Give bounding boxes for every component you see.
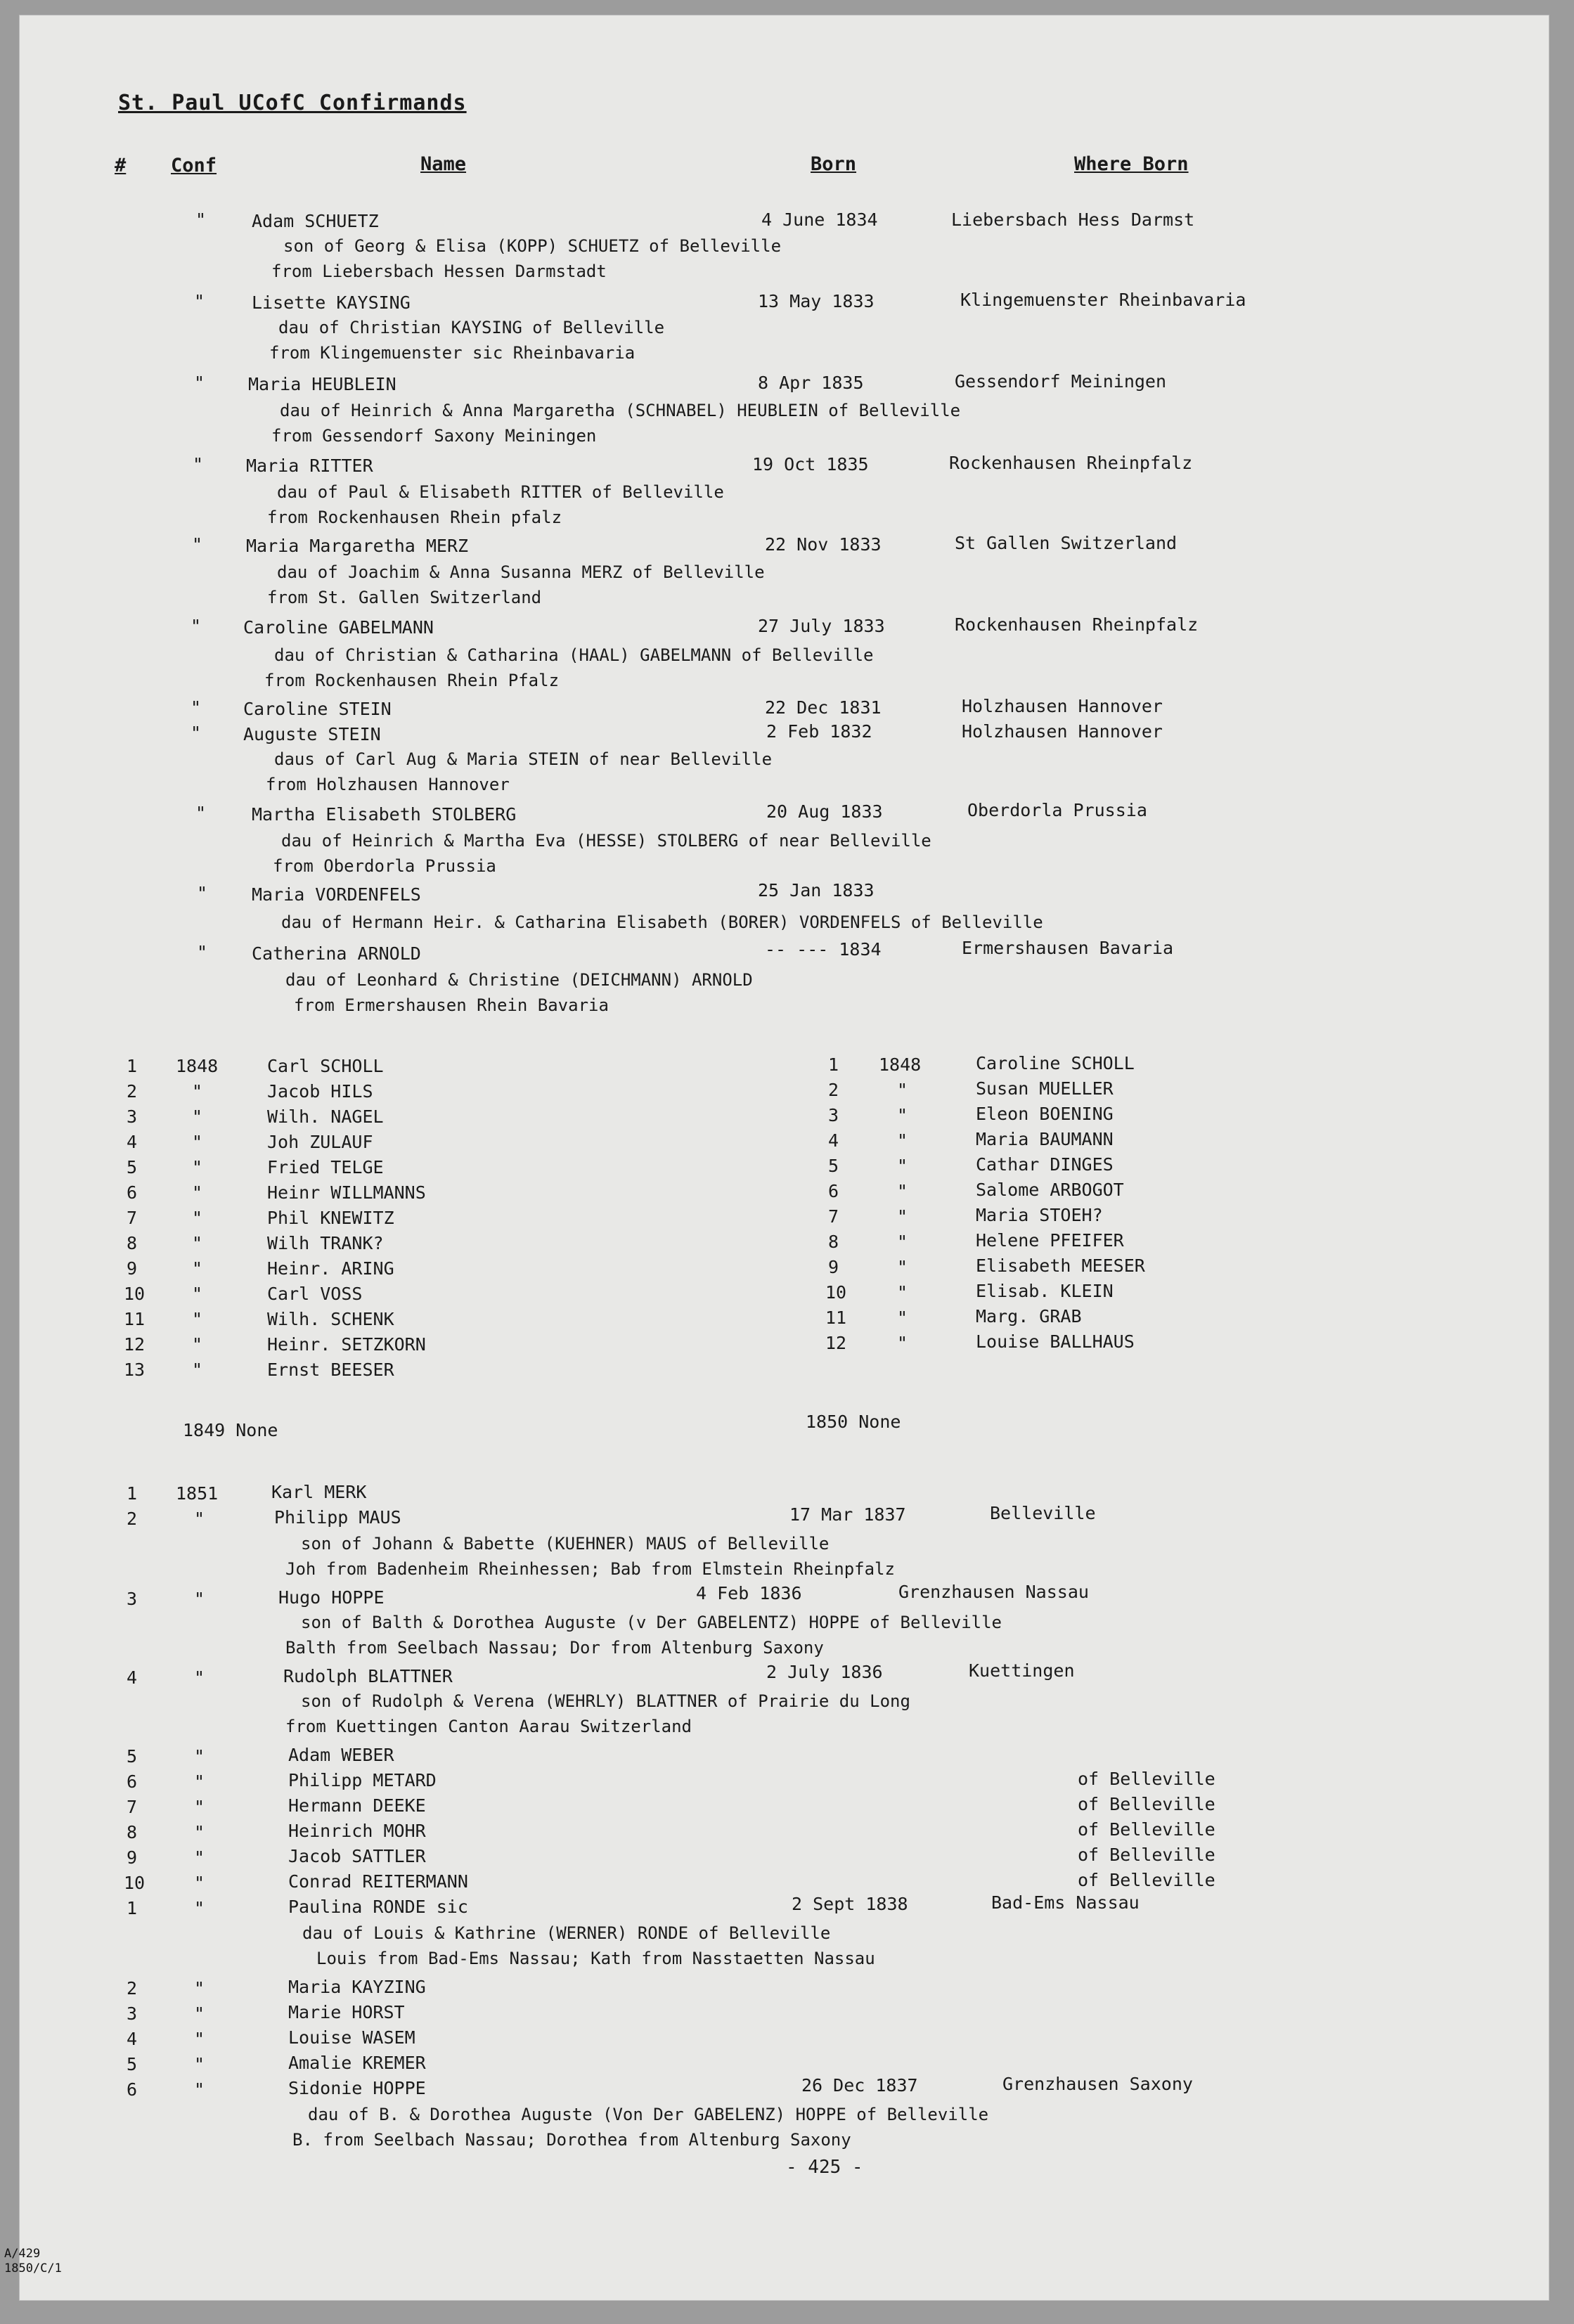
entry-detail: from Holzhausen Hannover — [266, 775, 510, 794]
list-item-conf: " — [194, 1822, 205, 1842]
entry-name: Maria RITTER — [246, 456, 373, 476]
list-item-number: 3 — [127, 2003, 138, 2024]
list-item-number: 5 — [127, 2054, 138, 2074]
entry-born: 20 Aug 1833 — [766, 801, 883, 822]
list-item-number: 1 — [127, 1056, 138, 1076]
list-item-where-born: Grenzhausen Nassau — [898, 1582, 1089, 1602]
list-item-name: Jacob HILS — [267, 1081, 373, 1102]
entry-conf: " — [191, 616, 202, 636]
list-item-number: 2 — [127, 1978, 138, 1999]
list-item-year: " — [192, 1233, 203, 1253]
list-item-year: " — [897, 1333, 908, 1353]
list-item-name: Adam WEBER — [288, 1745, 394, 1765]
entry-conf: " — [194, 291, 205, 311]
list-item-number: 4 — [127, 1132, 138, 1152]
list-item-detail: dau of Louis & Kathrine (WERNER) RONDE of Belleville — [302, 1923, 831, 1943]
entry-where-born: Holzhausen Hannover — [962, 721, 1163, 742]
entry-detail: from Gessendorf Saxony Meiningen — [271, 426, 597, 446]
list-item-year: " — [192, 1157, 203, 1177]
entry-born: 27 July 1833 — [758, 616, 885, 636]
list-item-name: Carl VOSS — [267, 1284, 363, 1304]
year-1850-none: 1850 None — [806, 1412, 901, 1432]
entry-detail: from Klingemuenster sic Rheinbavaria — [269, 343, 636, 363]
list-item-name: Ernst BEESER — [267, 1360, 394, 1380]
year-1849-none: 1849 None — [183, 1420, 278, 1440]
list-item-number: 7 — [127, 1208, 138, 1228]
list-item-name: Helene PFEIFER — [976, 1230, 1124, 1251]
entry-where-born: Rockenhausen Rheinpfalz — [949, 453, 1193, 473]
list-item-conf: " — [194, 1978, 205, 1999]
list-item-name: Elisab. KLEIN — [976, 1281, 1114, 1301]
list-item-name: Heinr WILLMANNS — [267, 1182, 426, 1203]
entry-detail: dau of Heinrich & Martha Eva (HESSE) STOLBERG of near Belleville — [281, 831, 931, 851]
entry-born: 22 Dec 1831 — [765, 697, 882, 718]
list-item-name: Maria KAYZING — [288, 1977, 426, 1997]
list-item-number: 7 — [828, 1206, 839, 1227]
list-item-name: Heinr. ARING — [267, 1258, 394, 1279]
list-item-name: Marie HORST — [288, 2002, 405, 2022]
list-item-name: Hugo HOPPE — [278, 1587, 385, 1608]
list-item-where-born: Bad-Ems Nassau — [991, 1892, 1140, 1913]
list-item-year: " — [897, 1130, 908, 1151]
list-item-number: 5 — [828, 1156, 839, 1176]
list-item-number: 4 — [828, 1130, 839, 1151]
column-header-where-born: Where Born — [1074, 153, 1189, 175]
list-item-year: " — [897, 1156, 908, 1176]
column-header-number: # — [115, 155, 127, 176]
list-item-where-born: of Belleville — [1078, 1819, 1215, 1840]
list-item-number: 6 — [127, 2079, 138, 2100]
list-item-name: Carl SCHOLL — [267, 1056, 384, 1076]
entry-detail: from St. Gallen Switzerland — [267, 588, 542, 607]
list-item-conf: " — [194, 1667, 205, 1688]
list-item-number: 10 — [124, 1284, 146, 1304]
document-sheet — [20, 15, 1549, 2300]
entry-born: 19 Oct 1835 — [752, 454, 869, 475]
list-item-name: Phil KNEWITZ — [267, 1208, 394, 1228]
list-item-year: " — [192, 1334, 203, 1355]
list-item-conf: " — [194, 2079, 205, 2100]
scanned-page — [20, 15, 1549, 2300]
list-item-number: 3 — [828, 1105, 839, 1125]
list-item-name: Maria BAUMANN — [976, 1129, 1114, 1149]
entry-conf: " — [191, 697, 202, 718]
list-item-year: " — [192, 1106, 203, 1127]
entry-name: Maria VORDENFELS — [252, 884, 421, 905]
list-item-year: " — [192, 1284, 203, 1304]
list-item-name: Sidonie HOPPE — [288, 2078, 426, 2098]
entry-conf: " — [191, 723, 202, 743]
entry-conf: " — [195, 803, 207, 823]
entry-conf: " — [192, 534, 203, 555]
entry-name: Catherina ARNOLD — [252, 943, 421, 964]
entry-conf: " — [197, 942, 208, 962]
list-item-year: " — [897, 1181, 908, 1201]
entry-detail: from Rockenhausen Rhein pfalz — [267, 508, 562, 527]
entry-detail: from Oberdorla Prussia — [273, 856, 496, 876]
list-item-name: Maria STOEH? — [976, 1205, 1103, 1225]
list-item-number: 10 — [124, 1873, 146, 1893]
list-item-year: " — [192, 1182, 203, 1203]
list-item-conf: 1851 — [176, 1483, 219, 1504]
list-item-number: 12 — [825, 1333, 847, 1353]
entry-where-born: Gessendorf Meiningen — [955, 371, 1167, 392]
list-item-number: 1 — [127, 1483, 138, 1504]
list-item-year: " — [897, 1206, 908, 1227]
list-item-name: Caroline SCHOLL — [976, 1053, 1135, 1073]
list-item-number: 4 — [127, 2029, 138, 2049]
page-title: St. Paul UCofC Confirmands — [118, 91, 467, 115]
list-item-number: 9 — [127, 1258, 138, 1279]
list-item-number: 6 — [127, 1182, 138, 1203]
list-item-name: Heinrich MOHR — [288, 1821, 426, 1841]
entry-conf: " — [194, 373, 205, 393]
list-item-conf: " — [194, 2029, 205, 2049]
list-item-conf: " — [194, 1509, 205, 1529]
list-item-year: " — [897, 1257, 908, 1277]
list-item-number: 2 — [828, 1080, 839, 1100]
entry-where-born: Oberdorla Prussia — [967, 800, 1147, 820]
list-item-number: 3 — [127, 1106, 138, 1127]
list-item-detail: Balth from Seelbach Nassau; Dor from Altenburg Saxony — [285, 1638, 824, 1658]
list-item-year: " — [192, 1309, 203, 1329]
list-item-conf: " — [194, 1847, 205, 1868]
entry-born: 22 Nov 1833 — [765, 534, 882, 555]
entry-name: Caroline GABELMANN — [243, 617, 434, 638]
list-item-conf: " — [194, 1746, 205, 1767]
list-item-conf: " — [194, 1797, 205, 1817]
list-item-conf: " — [194, 2003, 205, 2024]
entry-detail: dau of Christian & Catharina (HAAL) GABELMANN of Belleville — [274, 645, 874, 665]
archive-code-line1: A/429 — [4, 2247, 41, 2261]
list-item-name: Conrad REITERMANN — [288, 1871, 468, 1892]
list-item-detail: son of Johann & Babette (KUEHNER) MAUS of Belleville — [301, 1534, 830, 1554]
list-item-number: 5 — [127, 1746, 138, 1767]
list-item-name: Philipp MAUS — [274, 1507, 401, 1528]
entry-conf: " — [193, 454, 204, 475]
list-item-where-born: Belleville — [990, 1503, 1096, 1523]
entry-where-born: Liebersbach Hess Darmst — [951, 209, 1195, 230]
list-item-where-born: of Belleville — [1078, 1794, 1215, 1814]
list-item-name: Cathar DINGES — [976, 1154, 1114, 1175]
entry-where-born: Rockenhausen Rheinpfalz — [955, 614, 1199, 635]
list-item-name: Hermann DEEKE — [288, 1795, 426, 1816]
list-item-detail: B. from Seelbach Nassau; Dorothea from Altenburg Saxony — [292, 2130, 851, 2150]
entry-conf: " — [195, 209, 207, 230]
entry-where-born: Holzhausen Hannover — [962, 696, 1163, 716]
list-item-born: 17 Mar 1837 — [789, 1504, 906, 1525]
list-item-number: 5 — [127, 1157, 138, 1177]
entry-born: 2 Feb 1832 — [766, 721, 872, 742]
list-item-name: Louise BALLHAUS — [976, 1331, 1135, 1352]
list-item-number: 8 — [127, 1233, 138, 1253]
list-item-name: Salome ARBOGOT — [976, 1180, 1124, 1200]
list-item-number: 1 — [828, 1054, 839, 1075]
entry-name: Maria HEUBLEIN — [248, 374, 396, 394]
column-header-born: Born — [811, 153, 857, 175]
list-item-detail: Louis from Bad-Ems Nassau; Kath from Nasstaetten Nassau — [316, 1949, 875, 1968]
list-item-number: 3 — [127, 1589, 138, 1609]
entry-name: Auguste STEIN — [243, 724, 381, 744]
list-item-number: 9 — [828, 1257, 839, 1277]
list-item-where-born: of Belleville — [1078, 1845, 1215, 1865]
list-item-conf: " — [194, 2054, 205, 2074]
list-item-detail: son of Rudolph & Verena (WEHRLY) BLATTNER of Prairie du Long — [301, 1691, 910, 1711]
page-number: - 425 - — [786, 2157, 863, 2178]
entry-born: 4 June 1834 — [761, 209, 878, 230]
list-item-year: " — [897, 1232, 908, 1252]
list-item-number: 8 — [828, 1232, 839, 1252]
list-item-conf: " — [194, 1898, 205, 1918]
entry-detail: from Ermershausen Rhein Bavaria — [294, 995, 609, 1015]
list-item-year: " — [192, 1360, 203, 1380]
list-item-number: 8 — [127, 1822, 138, 1842]
list-item-name: Joh ZULAUF — [267, 1132, 373, 1152]
list-item-year: " — [897, 1282, 908, 1303]
list-item-year: " — [192, 1081, 203, 1102]
list-item-name: Karl MERK — [271, 1482, 367, 1502]
list-item-year: " — [192, 1132, 203, 1152]
list-item-detail: Joh from Badenheim Rheinhessen; Bab from Elmstein Rheinpfalz — [285, 1559, 895, 1579]
list-item-detail: son of Balth & Dorothea Auguste (v Der GABELENTZ) HOPPE of Belleville — [301, 1613, 1002, 1632]
list-item-number: 11 — [825, 1308, 847, 1328]
list-item-number: 12 — [124, 1334, 146, 1355]
list-item-year: " — [897, 1080, 908, 1100]
list-item-year: 1848 — [176, 1056, 219, 1076]
entry-detail: dau of Christian KAYSING of Belleville — [278, 318, 665, 337]
list-item-year: " — [897, 1105, 908, 1125]
entry-detail: dau of Joachim & Anna Susanna MERZ of Belleville — [277, 562, 765, 582]
list-item-name: Louise WASEM — [288, 2027, 415, 2048]
entry-detail: dau of Hermann Heir. & Catharina Elisabeth (BORER) VORDENFELS of Belleville — [281, 912, 1043, 932]
list-item-conf: " — [194, 1589, 205, 1609]
archive-code — [4, 2247, 62, 2277]
list-item-number: 2 — [127, 1081, 138, 1102]
list-item-name: Jacob SATTLER — [288, 1846, 426, 1866]
list-item-number: 6 — [828, 1181, 839, 1201]
entry-born: 8 Apr 1835 — [758, 373, 864, 393]
entry-detail: dau of Leonhard & Christine (DEICHMANN) ARNOLD — [285, 970, 753, 990]
entry-where-born: Klingemuenster Rheinbavaria — [960, 290, 1246, 310]
list-item-name: Wilh. SCHENK — [267, 1309, 394, 1329]
list-item-name: Wilh TRANK? — [267, 1233, 384, 1253]
entry-detail: son of Georg & Elisa (KOPP) SCHUETZ of Belleville — [283, 236, 782, 256]
list-item-name: Elisabeth MEESER — [976, 1255, 1145, 1276]
list-item-name: Philipp METARD — [288, 1770, 437, 1790]
list-item-detail: dau of B. & Dorothea Auguste (Von Der GABELENZ) HOPPE of Belleville — [308, 2105, 989, 2124]
list-item-detail: from Kuettingen Canton Aarau Switzerland — [285, 1717, 692, 1736]
entry-name: Lisette KAYSING — [252, 292, 411, 313]
entry-name: Martha Elisabeth STOLBERG — [252, 804, 517, 825]
list-item-conf: " — [194, 1873, 205, 1893]
entry-name: Adam SCHUETZ — [252, 211, 379, 231]
column-header-conf: Conf — [171, 155, 217, 176]
list-item-number: 4 — [127, 1667, 138, 1688]
list-item-name: Marg. GRAB — [976, 1306, 1082, 1326]
list-item-name: Wilh. NAGEL — [267, 1106, 384, 1127]
entry-name: Maria Margaretha MERZ — [246, 536, 469, 556]
entry-born: 13 May 1833 — [758, 291, 875, 311]
list-item-number: 6 — [127, 1771, 138, 1792]
list-item-conf: " — [194, 1771, 205, 1792]
list-item-where-born: of Belleville — [1078, 1870, 1215, 1890]
list-item-number: 9 — [127, 1847, 138, 1868]
list-item-name: Heinr. SETZKORN — [267, 1334, 426, 1355]
list-item-number: 13 — [124, 1360, 146, 1380]
entry-conf: " — [197, 883, 208, 903]
entry-where-born: Ermershausen Bavaria — [962, 938, 1174, 958]
entry-detail: daus of Carl Aug & Maria STEIN of near Belleville — [274, 749, 773, 769]
list-item-number: 7 — [127, 1797, 138, 1817]
list-item-year: " — [897, 1308, 908, 1328]
entry-detail: dau of Heinrich & Anna Margaretha (SCHNABEL) HEUBLEIN of Belleville — [280, 401, 961, 420]
list-item-year: " — [192, 1208, 203, 1228]
list-item-born: 4 Feb 1836 — [696, 1583, 802, 1603]
list-item-name: Fried TELGE — [267, 1157, 384, 1177]
list-item-number: 1 — [127, 1898, 138, 1918]
list-item-number: 2 — [127, 1509, 138, 1529]
list-item-name: Eleon BOENING — [976, 1104, 1114, 1124]
entry-born: 25 Jan 1833 — [758, 880, 875, 900]
list-item-name: Paulina RONDE sic — [288, 1897, 468, 1917]
list-item-born: 2 July 1836 — [766, 1662, 883, 1682]
list-item-where-born: Kuettingen — [969, 1660, 1075, 1681]
entry-where-born: St Gallen Switzerland — [955, 533, 1178, 553]
list-item-name: Rudolph BLATTNER — [283, 1666, 453, 1686]
entry-detail: from Rockenhausen Rhein Pfalz — [264, 671, 560, 690]
entry-born: -- --- 1834 — [765, 939, 882, 960]
list-item-name: Amalie KREMER — [288, 2053, 426, 2073]
list-item-born: 26 Dec 1837 — [801, 2075, 918, 2096]
entry-name: Caroline STEIN — [243, 699, 392, 719]
list-item-born: 2 Sept 1838 — [792, 1894, 908, 1914]
list-item-year: 1848 — [879, 1054, 922, 1075]
list-item-number: 10 — [825, 1282, 847, 1303]
list-item-year: " — [192, 1258, 203, 1279]
list-item-name: Susan MUELLER — [976, 1078, 1114, 1099]
column-header-name: Name — [420, 153, 467, 175]
list-item-where-born: of Belleville — [1078, 1769, 1215, 1789]
archive-code-line2: 1850/C/1 — [4, 2261, 62, 2276]
list-item-number: 11 — [124, 1309, 146, 1329]
entry-detail: dau of Paul & Elisabeth RITTER of Belleville — [277, 482, 724, 502]
list-item-where-born: Grenzhausen Saxony — [1002, 2074, 1193, 2094]
entry-detail: from Liebersbach Hessen Darmstadt — [271, 262, 607, 281]
